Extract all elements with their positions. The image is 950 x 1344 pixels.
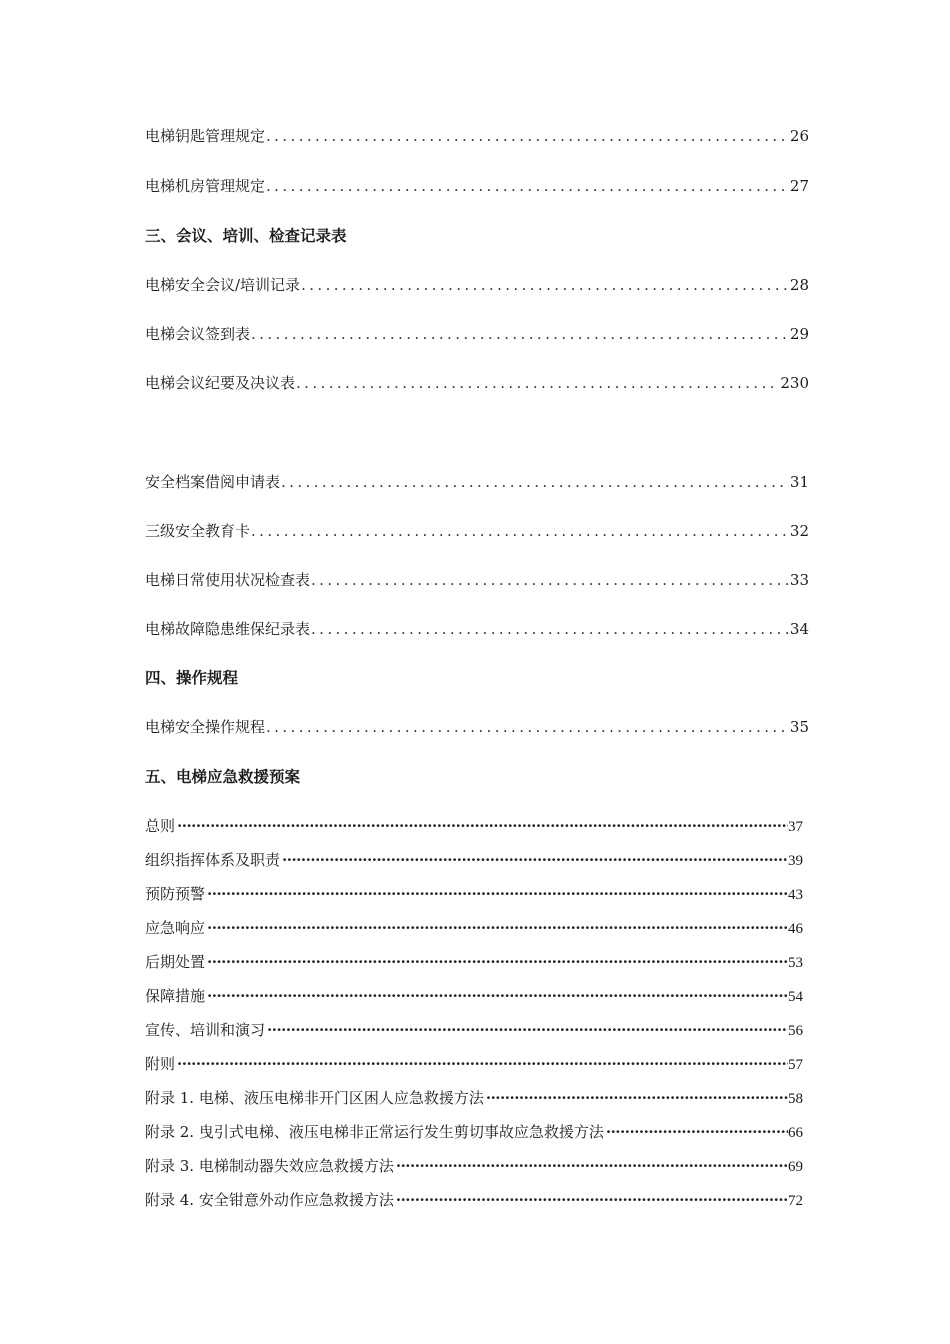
toc-entry-page: 33 (789, 571, 809, 589)
toc-entry-page: 72 (788, 1193, 803, 1209)
toc-entry-page: 56 (788, 1023, 803, 1039)
toc-entry[interactable] (145, 1087, 803, 1109)
toc-entry-page: 26 (789, 127, 809, 145)
toc-entry-page: 32 (789, 522, 809, 540)
dot-leader (301, 274, 789, 296)
toc-entry-title: 电梯钥匙管理规定 (145, 127, 266, 145)
toc-entry[interactable] (145, 125, 809, 147)
toc-entry-title: 电梯故障隐患维保纪录表 (145, 620, 311, 638)
dot-leader (282, 849, 788, 871)
dot-leader (267, 1019, 788, 1041)
dot-leader (486, 1087, 788, 1109)
toc-entry-title: 组织指挥体系及职责 (145, 851, 281, 869)
toc-entry[interactable] (145, 849, 803, 871)
toc-entry-page: 39 (788, 853, 803, 869)
toc-entry-title: 附录 1. 电梯、液压电梯非开门区困人应急救援方法 (145, 1089, 484, 1107)
toc-entry[interactable] (145, 1189, 803, 1211)
dot-leader (251, 323, 789, 345)
toc-entry-page: 69 (788, 1159, 803, 1175)
toc-entry-title: 后期处置 (145, 953, 206, 971)
toc-entry[interactable] (145, 1053, 803, 1075)
toc-entry-title: 宣传、培训和演习 (145, 1021, 266, 1039)
section-heading-4: 四、操作规程 (145, 669, 239, 687)
toc-entry[interactable] (145, 1155, 803, 1177)
dot-leader (606, 1121, 788, 1143)
dot-leader (207, 985, 788, 1007)
toc-entry[interactable] (145, 274, 809, 296)
toc-entry[interactable] (145, 883, 803, 905)
toc-entry-title: 电梯安全会议/培训记录 (145, 276, 301, 294)
toc-entry[interactable] (145, 175, 809, 197)
dot-leader (266, 125, 789, 147)
toc-entry-page: 53 (788, 955, 803, 971)
toc-entry[interactable] (145, 618, 809, 640)
toc-entry-page: 31 (789, 473, 809, 491)
toc-entry-page: 58 (788, 1091, 803, 1107)
toc-entry-title: 电梯日常使用状况检查表 (145, 571, 311, 589)
toc-entry-title: 保障措施 (145, 987, 206, 1005)
toc-entry-title: 三级安全教育卡 (145, 522, 251, 540)
toc-entry[interactable] (145, 471, 809, 493)
toc-entry[interactable] (145, 323, 809, 345)
toc-entry-title: 附录 4. 安全钳意外动作应急救援方法 (145, 1191, 394, 1209)
section-heading-3: 三、会议、培训、检查记录表 (145, 227, 347, 245)
toc-entry-title: 附则 (145, 1055, 176, 1073)
dot-leader (207, 883, 788, 905)
dot-leader (296, 372, 779, 394)
dot-leader (251, 520, 789, 542)
toc-entry-page: 29 (789, 325, 809, 343)
toc-entry-page: 57 (788, 1057, 803, 1073)
toc-entry-page: 27 (789, 177, 809, 195)
toc-entry[interactable] (145, 569, 809, 591)
toc-entry-page: 54 (788, 989, 803, 1005)
toc-entry-page: 43 (788, 887, 803, 903)
toc-entry[interactable] (145, 1019, 803, 1041)
dot-leader (177, 1053, 788, 1075)
dot-leader (311, 569, 789, 591)
toc-entry[interactable] (145, 372, 809, 394)
toc-entry-page: 35 (789, 718, 809, 736)
toc-entry-title: 电梯会议纪要及决议表 (145, 374, 296, 392)
dot-leader (207, 917, 788, 939)
dot-leader (281, 471, 789, 493)
toc-entry-title: 电梯安全操作规程 (145, 718, 266, 736)
toc-entry[interactable] (145, 951, 803, 973)
toc-entry[interactable] (145, 985, 803, 1007)
toc-entry-page: 66 (788, 1125, 803, 1141)
toc-entry-page: 28 (789, 276, 809, 294)
dot-leader (396, 1189, 788, 1211)
section-heading-5: 五、电梯应急救援预案 (145, 768, 301, 786)
dot-leader (207, 951, 788, 973)
toc-entry-title: 电梯机房管理规定 (145, 177, 266, 195)
toc-entry-page: 37 (788, 819, 803, 835)
toc-entry-title: 安全档案借阅申请表 (145, 473, 281, 491)
toc-entry-title: 电梯会议签到表 (145, 325, 251, 343)
dot-leader (396, 1155, 788, 1177)
dot-leader (266, 175, 789, 197)
toc-entry-title: 总则 (145, 817, 176, 835)
toc-entry[interactable] (145, 815, 803, 837)
toc-entry-title: 附录 3. 电梯制动器失效应急救援方法 (145, 1157, 394, 1175)
toc-entry-page: 230 (780, 374, 809, 392)
toc-entry-page: 34 (789, 620, 809, 638)
dot-leader (311, 618, 789, 640)
toc-entry-title: 预防预警 (145, 885, 206, 903)
dot-leader (177, 815, 788, 837)
toc-entry[interactable] (145, 716, 809, 738)
toc-entry[interactable] (145, 520, 809, 542)
dot-leader (266, 716, 789, 738)
toc-entry-page: 46 (788, 921, 803, 937)
toc-entry[interactable] (145, 917, 803, 939)
toc-entry-title: 附录 2. 曳引式电梯、液压电梯非正常运行发生剪切事故应急救援方法 (145, 1123, 604, 1141)
toc-entry[interactable] (145, 1121, 803, 1143)
toc-entry-title: 应急响应 (145, 919, 206, 937)
